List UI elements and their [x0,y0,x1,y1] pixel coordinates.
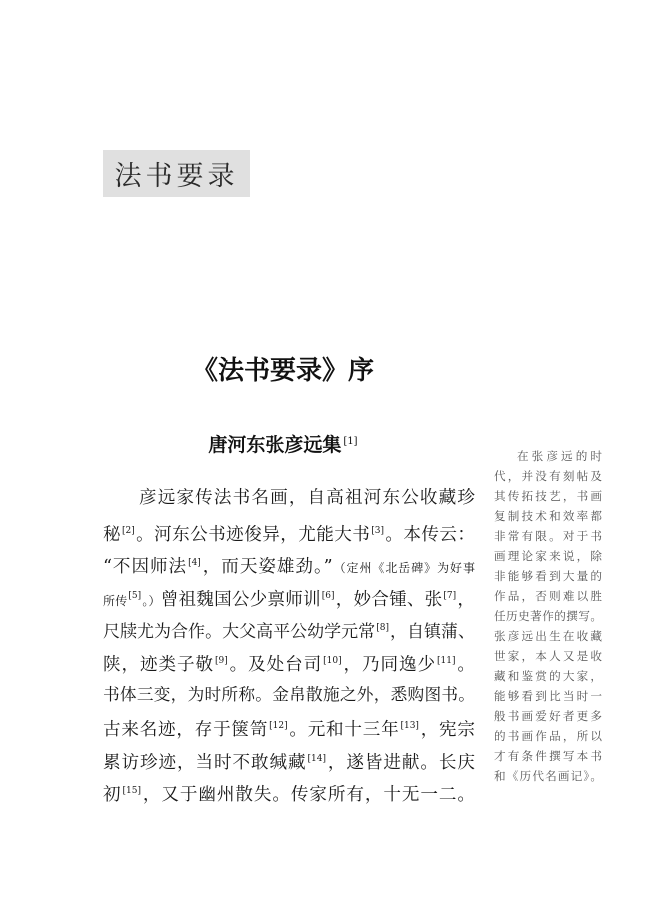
preface-title: 《法书要录》序 [191,356,374,386]
text-run: 秘 [103,524,122,545]
text-run: 彦远家传法书名画，自高祖河东公收藏珍 [139,488,475,508]
chapter-title: 法书要录 [114,161,239,192]
text-run: 曾祖魏国公少禀师训 [160,589,321,610]
text-run: 。本传云： [384,524,475,545]
text-line [103,678,475,711]
footnote-ref: [15] [122,786,141,797]
text-run: 。元和十三年 [288,720,400,741]
text-run: ，而天姿雄劲。” [201,557,333,578]
sidebar-line: 复制技术和效率都 [494,509,602,523]
text-run: ，又于幽州散失。传家所有，十无一二。 [141,785,475,806]
footnote-ref: [3] [371,525,384,536]
sidebar-line: 非能够看到大量的 [494,569,602,583]
sidebar-line: 作品，否则难以胜 [494,589,602,603]
footnote-ref: [8] [376,623,389,634]
text-line [103,743,475,776]
text-run: 书体三变，为时所称。金帛散施之外，悉购图书。 [103,683,475,704]
sidebar-line: 的书画作品，所以 [494,729,602,743]
sidebar-line: 任历史著作的撰写。 [494,609,602,623]
text-run: ，遂皆进献。长庆 [326,752,475,773]
text-line [103,775,475,808]
byline-text: 唐河东张彦远集 [208,434,342,456]
footnote-ref: [13] [400,721,419,732]
sidebar-line: 其传拓技艺，书画 [494,489,602,503]
sidebar-note [494,446,602,786]
text-line [103,482,475,515]
sidebar-line: 非常有限。对于书 [494,529,602,543]
text-line [103,645,475,678]
text-line [103,515,475,548]
text-run: ， [457,589,475,610]
sidebar-line: 在张彦远的时 [517,449,602,463]
text-run: 。河东公书迹俊异，尤能大书 [135,524,371,545]
text-run: ，宪宗 [419,720,475,741]
text-line [103,580,475,613]
footnote-ref: [6] [321,590,335,601]
text-line [103,547,475,580]
text-run: 古来名迹，存于箧笥 [103,720,269,741]
byline [0,430,566,457]
footnote-ref: [1] [343,436,358,447]
body-text [103,482,475,808]
text-run: “不因师法 [103,557,188,578]
annotation-text: 。） [142,593,161,608]
sidebar-line: 能够看到比当时一 [494,689,602,703]
text-run: 。 [456,654,475,675]
text-line [103,710,475,743]
text-run: 累访珍迹，当时不敢缄藏 [103,752,307,773]
footnote-ref: [7] [443,590,457,601]
sidebar-line: 藏和鉴赏的大家， [494,669,602,683]
text-run: ，自镇蒲、 [389,622,476,643]
text-run: 尺牍尤为合作。大父高平公幼学元常 [103,622,376,643]
sidebar-line: 般书画爱好者更多 [494,709,602,723]
sidebar-line: 画理论家来说，除 [494,549,602,563]
sidebar-line: 代，并没有刻帖及 [494,469,602,483]
text-run: 初 [103,785,122,806]
annotation-text: （定州《北岳碑》为好事 [332,561,475,576]
chapter-heading-box [103,150,250,197]
footnote-ref: [9] [214,655,228,666]
text-line [103,612,475,645]
sidebar-line: 才有条件撰写本书 [494,749,602,763]
footnote-ref: [10] [323,655,342,666]
footnote-ref: [12] [269,721,288,732]
footnote-ref: [5] [128,590,142,601]
sidebar-line: 世家，本人又是收 [494,649,602,663]
text-run: ，乃同逸少 [342,654,436,675]
annotation-text: 所传 [103,593,128,608]
sidebar-line: 和《历代名画记》。 [494,769,602,783]
text-run: ，妙合锺、张 [335,589,443,610]
footnote-ref: [11] [437,655,456,666]
footnote-ref: [14] [307,753,326,764]
footnote-ref: [4] [188,558,201,569]
text-run: 。及处台司 [228,654,323,675]
sidebar-line: 张彦远出生在收藏 [494,629,602,643]
footnote-ref: [2] [122,525,135,536]
text-run: 陕，迹类子敬 [103,654,214,675]
